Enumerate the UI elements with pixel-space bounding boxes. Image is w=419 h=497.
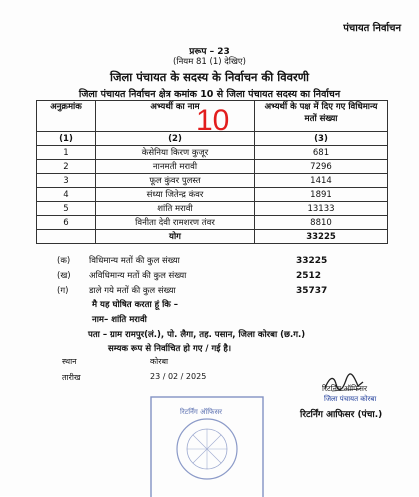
summary-label: विधिमान्य मतों की कुल संख्या bbox=[89, 256, 180, 266]
row-serial: 2 bbox=[37, 160, 96, 174]
rule-reference: (नियम 81 (1) देखिए) bbox=[173, 57, 246, 67]
row-serial: 5 bbox=[37, 202, 96, 216]
document-title: जिला पंचायत के सदस्य के निर्वाचन की विवरणी bbox=[109, 70, 310, 84]
row-serial: 4 bbox=[37, 188, 96, 202]
row-candidate-name: विनीता देवी रामशरण तंवर bbox=[96, 216, 255, 230]
table-total-row bbox=[37, 230, 388, 244]
elected-name-line: नाम– शांति मरावी bbox=[92, 315, 147, 325]
row-votes: 681 bbox=[255, 146, 388, 160]
summary-label: अविधिमान्य मतों की कुल संख्या bbox=[89, 271, 187, 281]
total-blank bbox=[37, 230, 96, 244]
summary-line-invalid bbox=[57, 270, 186, 281]
date-label: तारीख bbox=[62, 373, 81, 382]
header-serial: अनुक्रमांक bbox=[37, 101, 96, 132]
place-label: स्थान bbox=[62, 357, 77, 366]
row-candidate-name: शांति मरावी bbox=[96, 202, 255, 216]
summary-value-invalid: 2512 bbox=[296, 271, 322, 281]
summary-label: डाले गये मतों की कुल संख्या bbox=[89, 286, 176, 296]
table-row bbox=[37, 160, 388, 174]
officer-line-3: रिटर्निंग आफिसर (पंचा.) bbox=[300, 410, 383, 420]
row-serial: 1 bbox=[37, 146, 96, 160]
officer-line-2: जिला पंचायत कोरबा bbox=[324, 395, 377, 403]
elected-statement: सम्यक रूप से निर्वाचित हो गए / गई है। bbox=[108, 344, 232, 354]
row-votes: 7296 bbox=[255, 160, 388, 174]
col-number: (2) bbox=[96, 132, 255, 146]
col-number: (1) bbox=[37, 132, 96, 146]
table-row bbox=[37, 174, 388, 188]
total-label: योग bbox=[96, 230, 255, 244]
table-row bbox=[37, 216, 388, 230]
date-value: 23 / 02 / 2025 bbox=[150, 372, 207, 381]
row-serial: 6 bbox=[37, 216, 96, 230]
address-line: पता – ग्राम रामपुर(लं.), पो. लैगा, तह. पसान, जिला कोरबा (छ.ग.) bbox=[88, 330, 306, 340]
summary-value-valid: 33225 bbox=[296, 256, 328, 266]
declaration-line: मै यह घोषित करता हूं कि – bbox=[92, 300, 179, 310]
form-number: प्ररूप – 23 bbox=[189, 47, 230, 57]
row-candidate-name: संध्या जितेन्द्र कंवर bbox=[96, 188, 255, 202]
row-votes: 1891 bbox=[255, 188, 388, 202]
handwritten-number: 10 bbox=[196, 104, 230, 137]
officer-line-1: रिटर्निंग ऑफिसर bbox=[322, 384, 368, 393]
summary-line-valid bbox=[57, 255, 180, 266]
header-candidate: अभ्यर्थी का नाम bbox=[96, 101, 255, 132]
summary-key: (क) bbox=[57, 256, 71, 266]
row-votes: 8810 bbox=[255, 216, 388, 230]
place-value: कोरबा bbox=[150, 357, 169, 366]
col-number: (3) bbox=[255, 132, 388, 146]
summary-value-cast: 35737 bbox=[296, 286, 328, 296]
summary-line-cast bbox=[57, 285, 176, 296]
seal-text: रिटर्निंग ऑफिसर bbox=[180, 408, 223, 416]
summary-key: (ख) bbox=[57, 271, 71, 281]
document-subtitle: जिला पंचायत निर्वाचन क्षेत्र कमांक 10 से जिला पंचायत सदस्य का निर्वाचन bbox=[78, 89, 341, 100]
table-row bbox=[37, 188, 388, 202]
row-candidate-name: नानमती मरावी bbox=[96, 160, 255, 174]
header-votes: अभ्यर्थी के पक्ष में दिए गए विधिमान्य मतों संख्या bbox=[255, 101, 388, 132]
total-value: 33225 bbox=[255, 230, 388, 244]
table-row bbox=[37, 146, 388, 160]
row-candidate-name: केसेनिया किरण कुजूर bbox=[96, 146, 255, 160]
header-right-label: पंचायत निर्वाचन bbox=[343, 23, 401, 34]
table-row bbox=[37, 202, 388, 216]
summary-key: (ग) bbox=[57, 286, 69, 296]
row-serial: 3 bbox=[37, 174, 96, 188]
row-votes: 13133 bbox=[255, 202, 388, 216]
row-candidate-name: फूल कुंवर पुलस्त bbox=[96, 174, 255, 188]
row-votes: 1414 bbox=[255, 174, 388, 188]
